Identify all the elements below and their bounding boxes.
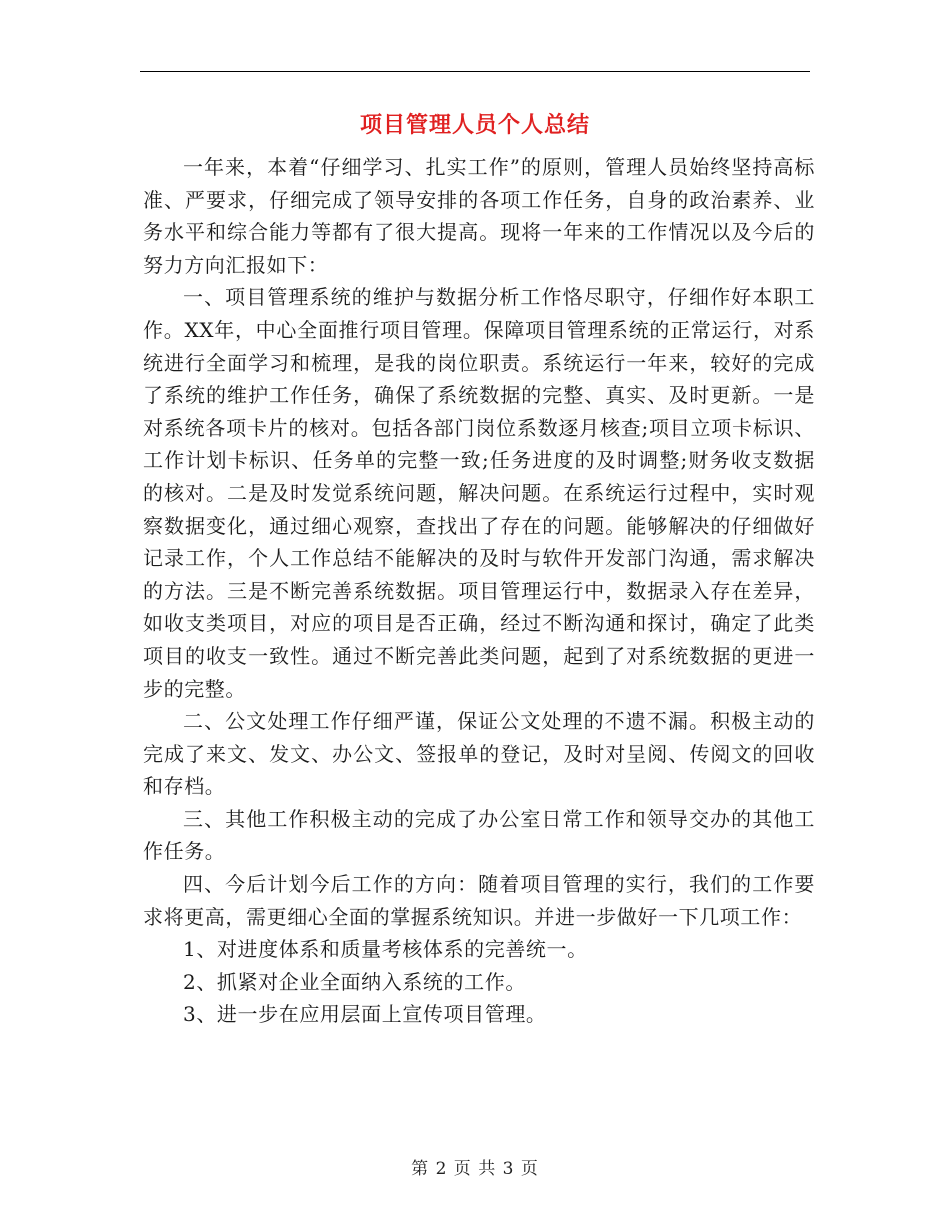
header-rule [140, 71, 810, 72]
page-number-footer: 第 2 页 共 3 页 [411, 1159, 539, 1179]
paragraph-section-3: 三、其他工作积极主动的完成了办公室日常工作和领导交办的其他工作任务。 [143, 806, 815, 864]
document-body [143, 151, 815, 1031]
paragraph-section-2: 二、公文处理工作仔细严谨，保证公文处理的不遗不漏。积极主动的完成了来文、发文、办公文、签报单的登记，及时对呈阅、传阅文的回收和存档。 [143, 709, 815, 799]
list-item-1: 1、对进度体系和质量考核体系的完善统一。 [183, 937, 588, 962]
paragraph-intro: 一年来，本着“仔细学习、扎实工作”的原则，管理人员始终坚持高标准、严要求，仔细完成了领导安排的各项工作任务，自身的政治素养、业务水平和综合能力等都有了很大提高。现将一年来的工作情况以及今后的努力方向汇报如下： [143, 155, 815, 277]
list-item-3: 3、进一步在应用层面上宣传项目管理。 [183, 1002, 547, 1027]
paragraph-section-4: 四、今后计划今后工作的方向：随着项目管理的实行，我们的工作要求将更高，需更细心全面的掌握系统知识。并进一步做好一下几项工作： [143, 872, 815, 929]
document-title: 项目管理人员个人总结 [359, 112, 590, 138]
paragraph-section-1: 一、项目管理系统的维护与数据分析工作恪尽职守，仔细作好本职工作。XX年，中心全面推行项目管理。保障项目管理系统的正常运行，对系统进行全面学习和梳理，是我的岗位职责。系统运行一年来，较好的完成了系统的维护工作任务，确保了系统数据的完整、真实、及时更新。一是对系统各项卡片的核对。包括各部门岗位系数逐月核查;项目立项卡标识、工作计划卡标识、任务单的完整一致;任务进度的及时调整;财务收支数据的核对。二是及时发觉系统问题，解决问题。在系统运行过程中，实时观察数据变化，通过细心观察，查找出了存在的问题。能够解决的仔细做好记录工作，个人工作总结不能解决的及时与软件开发部门沟通，需求解决的方法。三是不断完善系统数据。项目管理运行中，数据录入存在差异，如收支类项目，对应的项目是否正确，经过不断沟通和探讨，确定了此类项目的收支一致性。通过不断完善此类问题，起到了对系统数据的更进一步的完整。 [143, 285, 815, 701]
list-item-2: 2、抓紧对企业全面纳入系统的工作。 [183, 969, 526, 994]
